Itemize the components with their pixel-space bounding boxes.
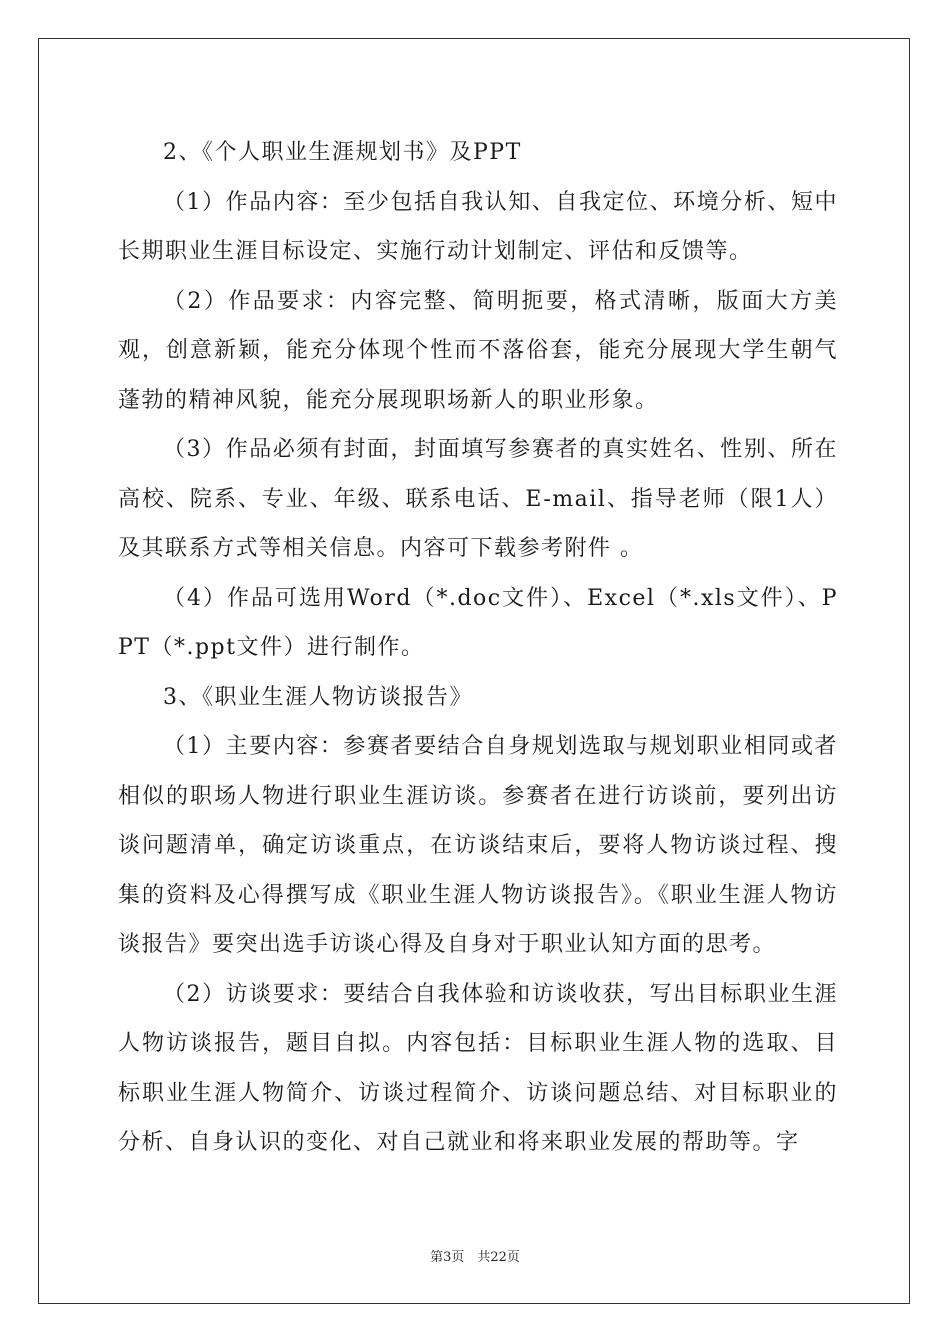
paragraph-interview-content: （1）主要内容：参赛者要结合自身规划选取与规划职业相同或者相似的职场人物进行职业生涯访谈。参赛者在进行访谈前，要列出访谈问题清单，确定访谈重点，在访谈结束后，要将人物访谈过程、搜集的资料及心得撰写成《职业生涯人物访谈报告》。《职业生涯人物访谈报告》要突出选手访谈心得及自身对于职业认知方面的思考。 [118,734,838,957]
paragraph-cover: （3）作品必须有封面，封面填写参赛者的真实姓名、性别、所在高校、院系、专业、年级、联系电话、E-mail、指导老师（限1人）及其联系方式等相关信息。内容可下载参考附件 。 [118,437,838,561]
paragraph-content: （1）作品内容：至少包括自我认知、自我定位、环境分析、短中长期职业生涯目标设定、实施行动计划制定、评估和反馈等。 [118,189,838,264]
paragraph-section-2-heading: 2、《个人职业生涯规划书》及PPT [163,140,522,165]
paragraph-interview-requirements: （2）访谈要求：要结合自我体验和访谈收获，写出目标职业生涯人物访谈报告，题目自拟。内容包括：目标职业生涯人物的选取、目标职业生涯人物简介、访谈过程简介、访谈问题总结、对目标职业的分析、自身认识的变化、对自己就业和将来职业发展的帮助等。字 [118,981,838,1155]
paragraph-file-format: （4）作品可选用Word（*.doc文件）、Excel（*.xls文件）、PPT（*.ppt文件）进行制作。 [118,585,838,660]
paragraph-requirements: （2）作品要求：内容完整、简明扼要，格式清晰，版面大方美观，创意新颖，能充分体现个性而不落俗套，能充分展现大学生朝气蓬勃的精神风貌，能充分展现职场新人的职业形象。 [118,288,838,413]
document-body [118,128,838,1168]
paragraph-section-3-heading: 3、《职业生涯人物访谈报告》 [163,684,473,710]
page-number-footer: 第3页 共22页 [430,1250,520,1265]
